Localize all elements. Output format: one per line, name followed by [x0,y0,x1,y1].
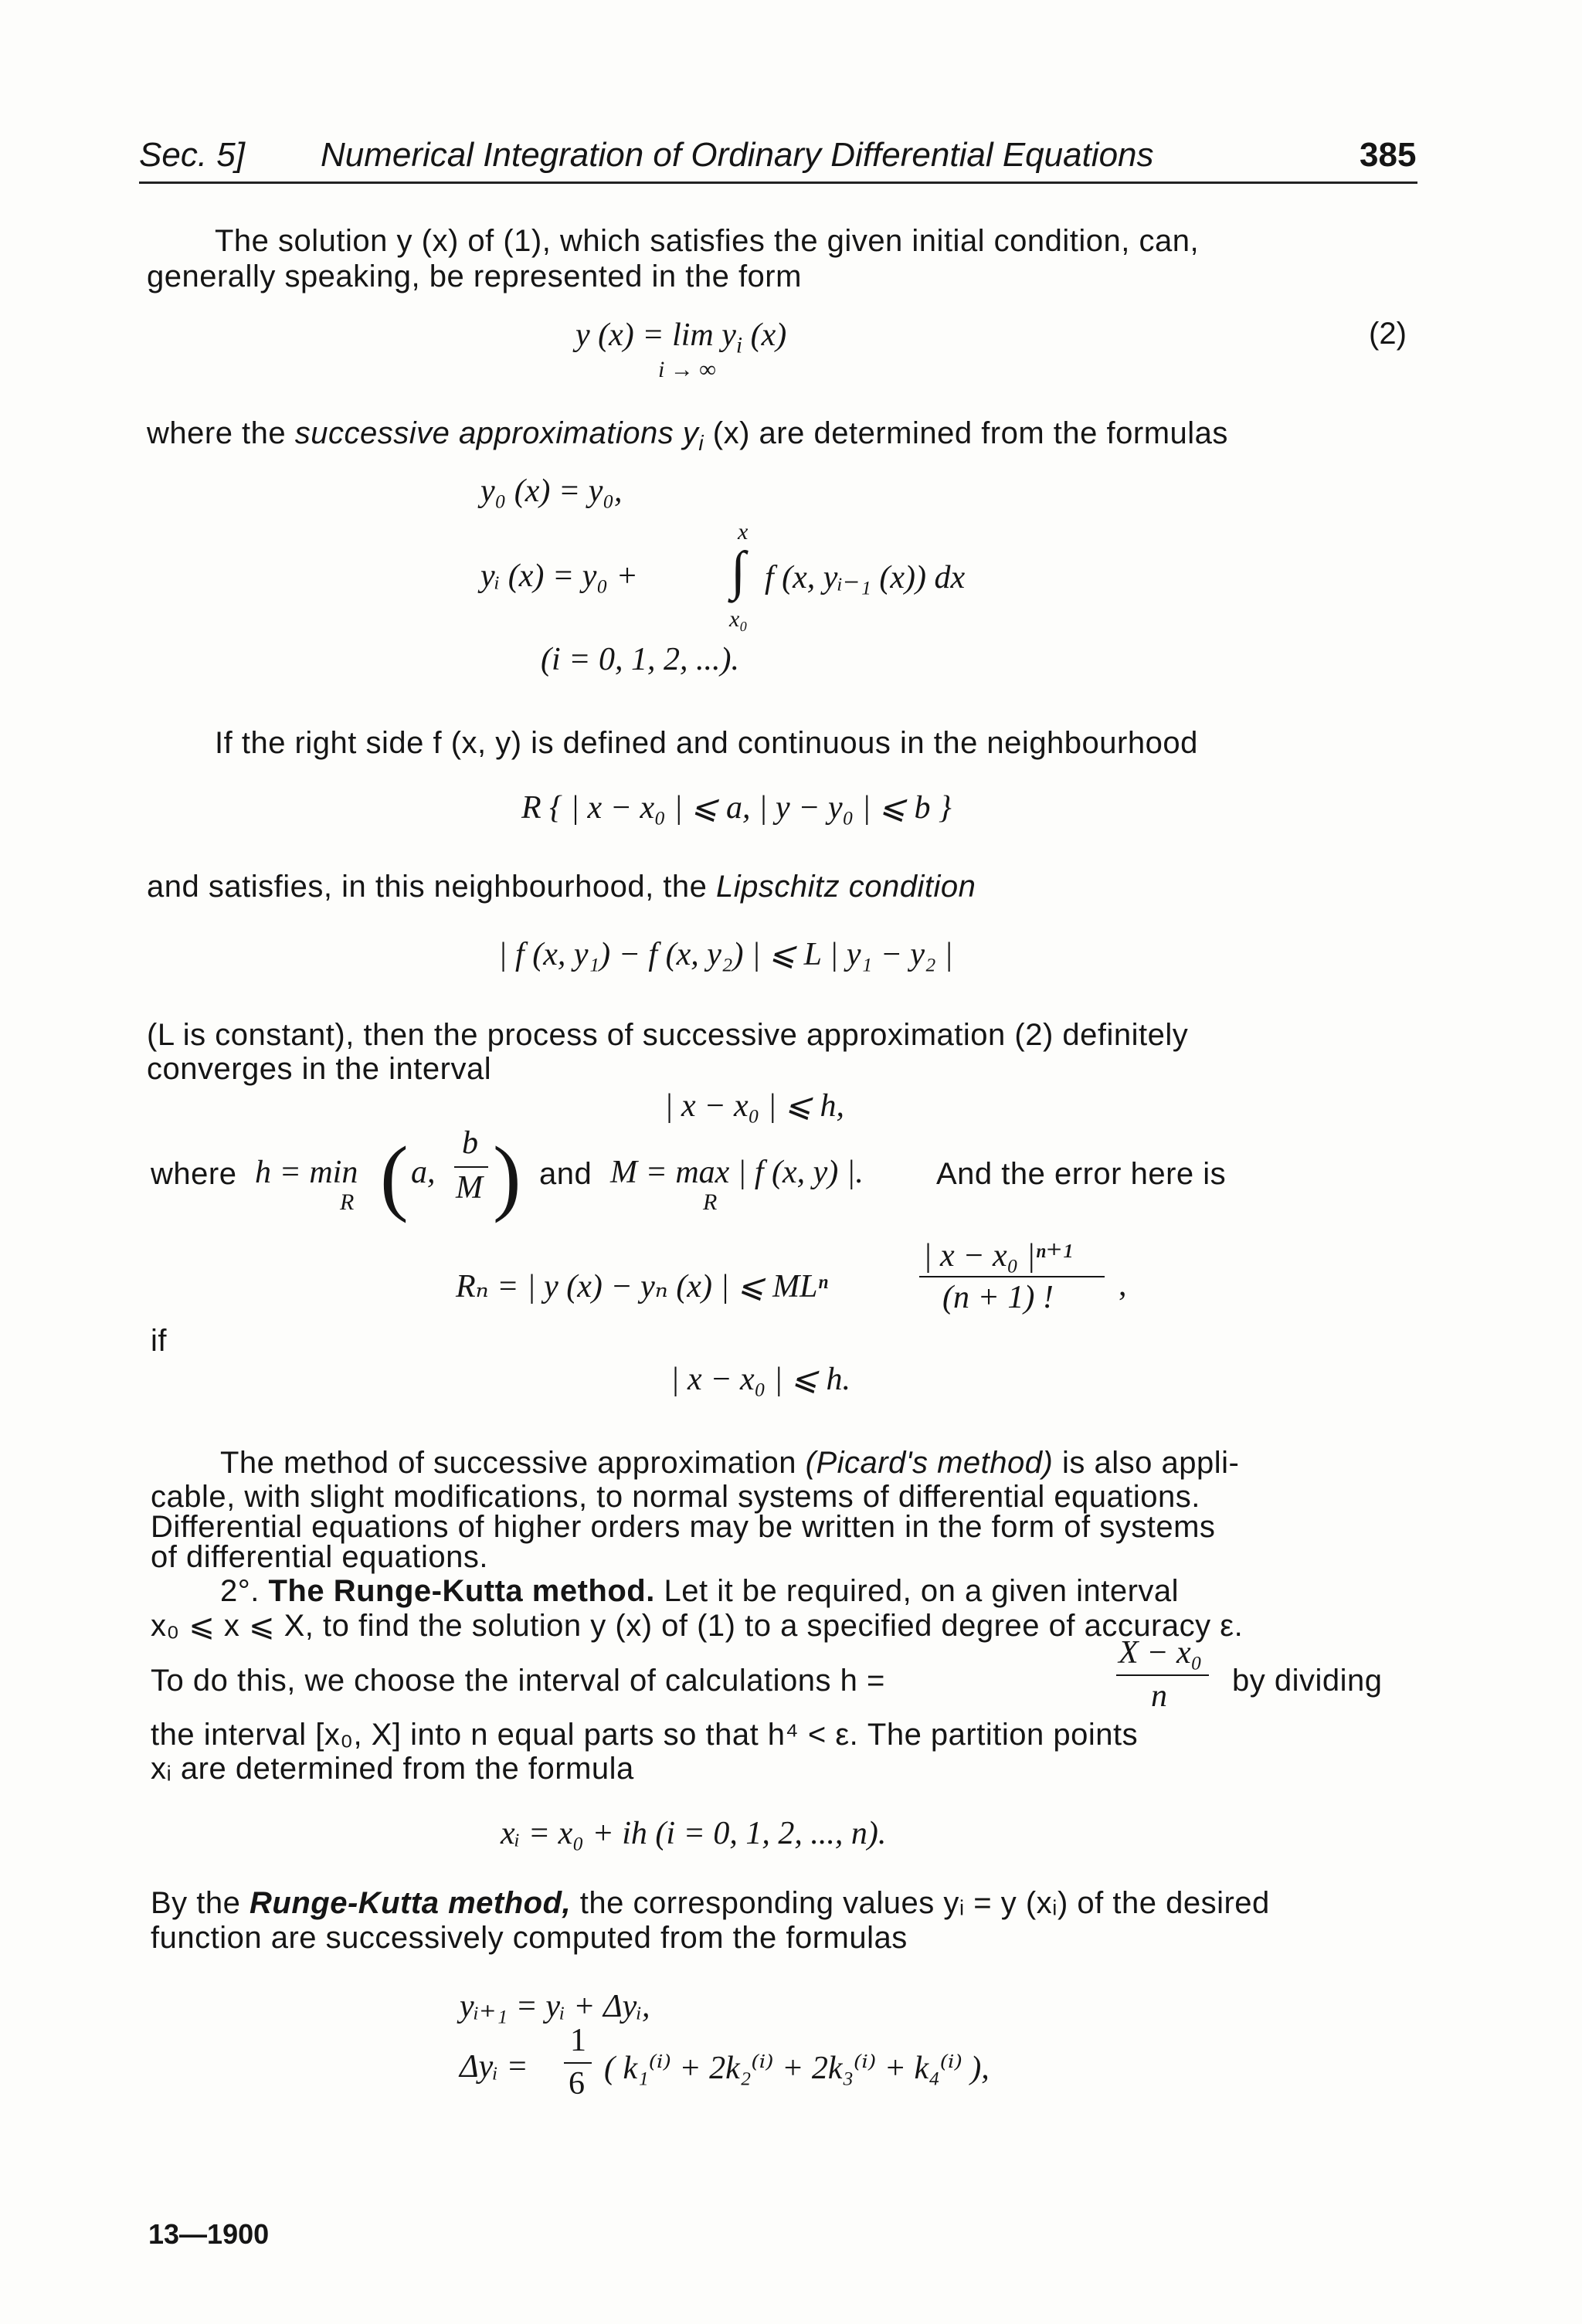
p5-line2: converges in the interval [147,1052,492,1086]
hdef-and: and [539,1157,592,1191]
rk-frac-num: X − x₀ [1119,1635,1203,1671]
p6-line2: cable, with slight modifications, to normal systems of differential equations. [151,1480,1200,1514]
partition-formula: xᵢ = x₀ + ih (i = 0, 1, 2, ..., n). [501,1816,887,1851]
error-den: (n + 1) ! [942,1280,1054,1315]
rk-eq1: yᵢ₊₁ = yᵢ + Δyᵢ, [460,1989,650,2024]
p6-line1-pre: The method of successive approximation [220,1446,797,1480]
p2-post: (x) are determined from the formulas [712,416,1228,450]
p4-line [147,868,976,905]
hdef-tail: And the error here is [936,1157,1227,1191]
eq2-lhs-text: y (x) = lim y [575,317,736,353]
p7-line1-pre: By the [151,1886,241,1920]
rk-eq2-lhs: Δyᵢ = [460,2049,528,2085]
eq2-label: (2) [1369,317,1407,351]
picard-eqi-lhs: yᵢ (x) = y₀ + [480,558,638,594]
p6-line1-post: is also appli- [1061,1446,1240,1480]
p2-pre: where the [147,416,287,450]
p6-line3: Differential equations of higher orders may be written in the form of systems [151,1510,1216,1544]
rk-line1-post: Let it be required, on a given interval [664,1574,1180,1608]
error-frac-bar [919,1276,1105,1277]
error-comma: , [1119,1267,1127,1303]
rk-heading-num: 2°. [220,1574,260,1608]
rk-heading-line [220,1573,1179,1610]
hdef-rparen: ) [493,1129,521,1223]
hdef-h: h = min [255,1155,358,1190]
p4-italic: Lipschitz condition [716,870,976,904]
p2-y: y [682,416,699,450]
error-num: | x − x₀ |ⁿ⁺¹ [923,1238,1073,1274]
p2-line [147,415,1228,462]
hdef-max-sub: R [703,1189,718,1215]
hdef-frac-bar [454,1166,488,1168]
p2-y-sub: i [698,431,704,455]
p5-line1: (L is constant), then the process of successive approximation (2) definitely [147,1018,1189,1052]
hdef-M: M = max | f (x, y) |. [610,1155,864,1190]
p2-italic: successive approximations [294,416,674,450]
rk-frac-bar [1116,1674,1209,1676]
rk-eq2-frac-num: 1 [570,2023,586,2058]
hdef-frac-num: b [462,1125,478,1161]
p6-line1-it: (Picard's method) [805,1446,1054,1480]
p7-line1-post: the corresponding values yᵢ = y (xᵢ) of the desired [579,1886,1270,1920]
hdef-min-sub: R [340,1189,355,1215]
page-number: 385 [1360,136,1417,174]
p7-line1-it: Runge-Kutta method, [250,1886,572,1920]
p6-line4: of differential equations. [151,1540,489,1574]
hdef-where: where [151,1157,237,1191]
integral-sign: ∫ [731,541,746,601]
rk-heading: The Runge-Kutta method. [268,1574,655,1608]
picard-range: (i = 0, 1, 2, ...). [541,642,739,677]
lipschitz-condition: | f (x, y₁) − f (x, y₂) | ⩽ L | y₁ − y₂ | [498,937,953,972]
eq2-sub: i [735,333,743,358]
eq2-arg: (x) [750,317,787,353]
rk-eq2-rhs: ( k₁⁽ⁱ⁾ + 2k₂⁽ⁱ⁾ + 2k₃⁽ⁱ⁾ + k₄⁽ⁱ⁾ ), [604,2051,990,2086]
rk-eq2-frac-bar [564,2062,592,2064]
footer-signature: 13—1900 [148,2218,270,2250]
rk-line3-post: by dividing [1232,1664,1383,1698]
p7-line2: function are successively computed from the formulas [151,1921,908,1955]
header-rule [139,182,1417,184]
rk-frac-den: n [1151,1678,1167,1714]
picard-integrand: f (x, yᵢ₋₁ (x)) dx [765,560,966,595]
interval: | x − x₀ | ⩽ h, [664,1088,845,1124]
error-condition: | x − x₀ | ⩽ h. [670,1362,851,1397]
picard-eq0: y₀ (x) = y₀, [480,473,623,509]
running-title: Numerical Integration of Ordinary Differential Equations [321,136,1154,174]
picard-lower: x₀ [729,606,748,632]
section-label: Sec. 5] [139,136,245,174]
picard-upper: x [738,519,749,545]
rk-eq2-frac-den: 6 [569,2066,585,2102]
rk-line5: xᵢ are determined from the formula [151,1752,634,1786]
p1-line2: generally speaking, be represented in the form [147,260,802,293]
rk-line3-pre: To do this, we choose the interval of calculations h = [151,1664,885,1698]
hdef-lparen: ( [380,1129,409,1223]
eq2-lhs [575,317,786,358]
rk-line4: the interval [x₀, X] into n equal parts so that h⁴ < ε. The partition points [151,1718,1139,1752]
error-lhs: Rₙ = | y (x) − yₙ (x) | ⩽ MLⁿ [456,1269,828,1304]
p6-line1 [220,1444,1239,1481]
p4-pre: and satisfies, in this neighbourhood, the [147,870,708,904]
hdef-frac-den: M [456,1170,483,1206]
p7-line1 [151,1885,1270,1922]
p1-line1: The solution y (x) of (1), which satisfies the given initial condition, can, [215,224,1200,258]
rk-line2: x₀ ⩽ x ⩽ X, to find the solution y (x) of (1) to a specified degree of accuracy ε. [151,1609,1244,1643]
hdef-a: a, [411,1155,436,1190]
eq2-limit: i → ∞ [658,357,716,382]
error-if: if [151,1324,167,1358]
p3-line: If the right side f (x, y) is defined and continuous in the neighbourhood [215,726,1198,760]
region-R: R { | x − x₀ | ⩽ a, | y − y₀ | ⩽ b } [521,790,952,826]
